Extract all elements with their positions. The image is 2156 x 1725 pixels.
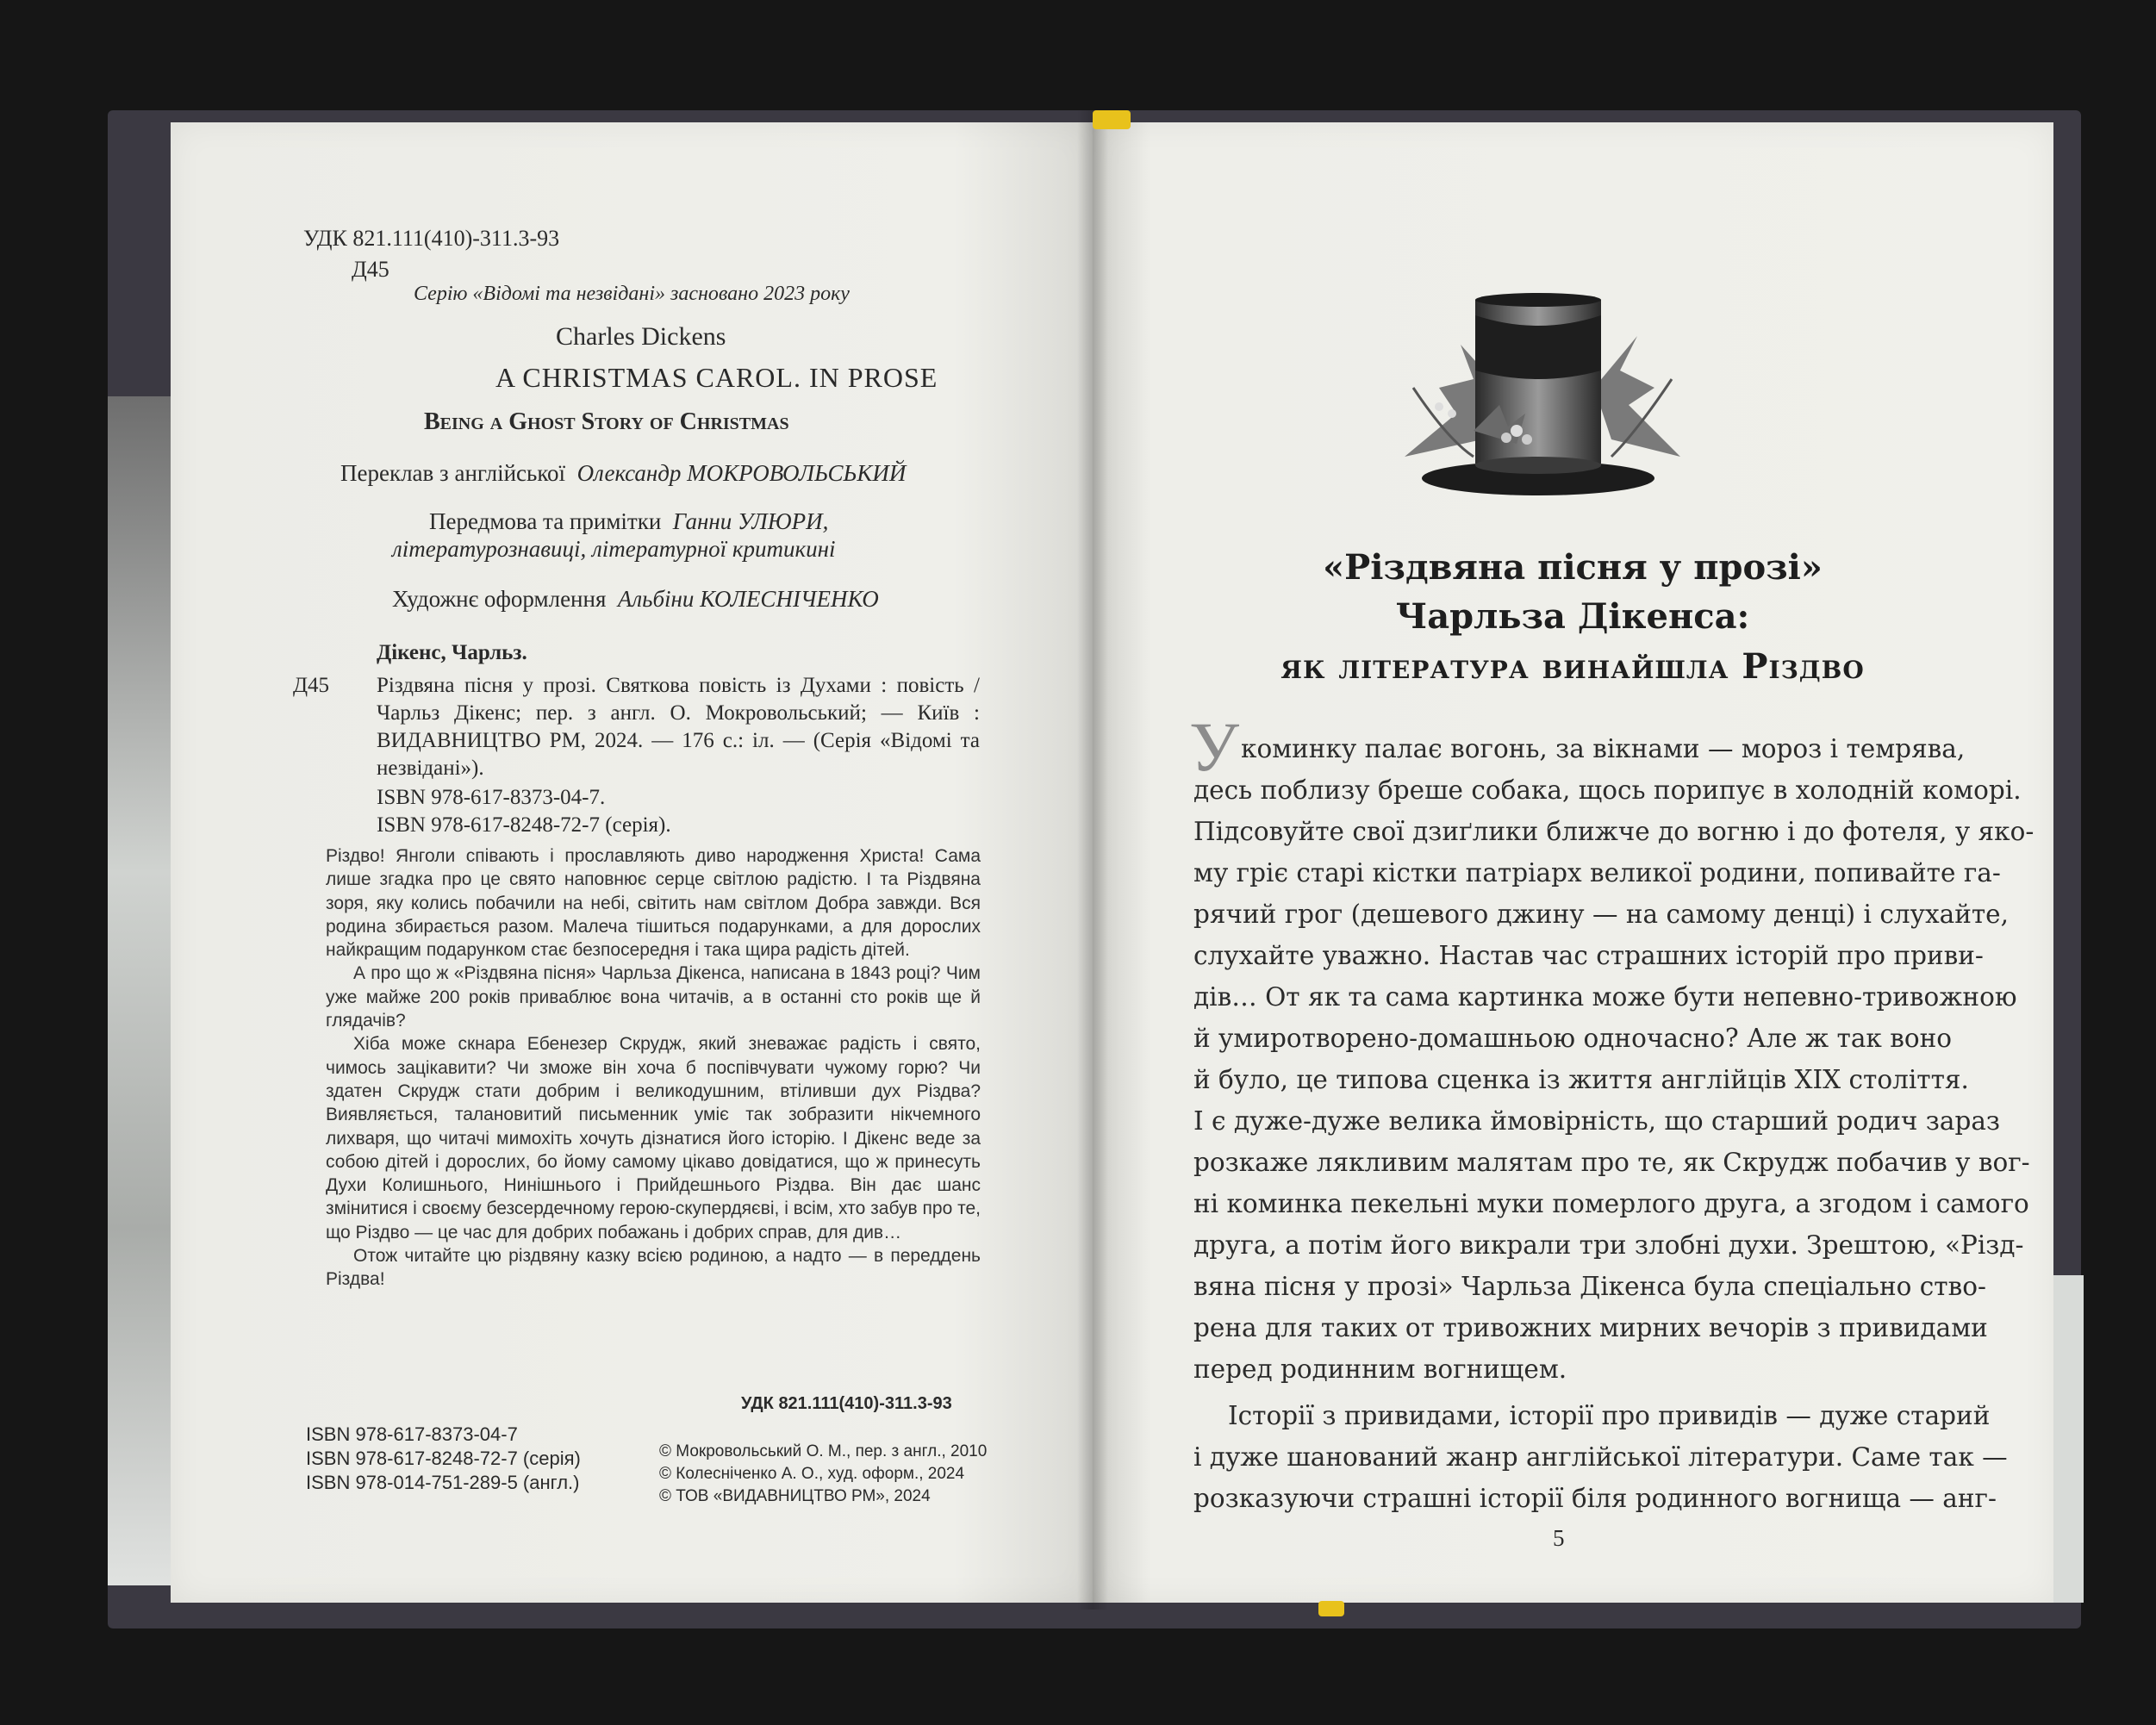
body-line: перед родинним вогнищем.	[1193, 1354, 1567, 1384]
catalog-description: Різдвяна пісня у прозі. Святкова повість із Духами : повість / Чарльз Дікенс; пер. з англ. О. Мокровольський; — Київ : ВИДАВНИЦТВО РМ, 2024. — 176 с.: іл. — (Серія «Відомі та незвідані»).	[377, 674, 980, 780]
body-line: вяна пісня у прозі» Чарльза Дікенса була спеціально ство-	[1193, 1272, 1986, 1301]
isbn-bottom-3: ISBN 978-014-751-289-5 (англ.)	[306, 1472, 580, 1493]
annotation-paragraph: Різдво! Янголи співають і прославляють диво народження Христа! Сама лише згадка про це свято наповнює серце світлою радістю. І та Різдвяна зоря, яку колись побачили на небі, світить нам світлом Добра завжди. Вся родина збирається разом. Малеча тішиться подарунками, а для дорослих найкращим подарунком стає безпосередня і така щира радість дітей.	[326, 846, 981, 961]
cover-art-strip-left	[108, 396, 177, 1585]
designer-name: Альбіни КОЛЕСНІЧЕНКО	[617, 586, 879, 612]
preface-role: літературознавиці, літературної критикині	[392, 536, 836, 562]
body-line: слухайте уважно. Настав час страшних історій про приви-	[1193, 941, 1984, 970]
copyright-3: © ТОВ «ВИДАВНИЦТВО РМ», 2024	[659, 1487, 931, 1505]
title-english: A CHRISTMAS CAROL. IN PROSE	[495, 362, 938, 393]
catalog-author: Дікенс, Чарльз.	[377, 641, 527, 664]
copyright-2: © Колесніченко А. О., худ. оформ., 2024	[659, 1465, 965, 1483]
body-line: коминку палає вогонь, за вікнами — мороз і темрява,	[1241, 734, 1966, 763]
author-sign: Д45	[352, 257, 389, 282]
translation-credit	[340, 460, 906, 487]
design-label: Художнє оформлення	[392, 586, 607, 612]
subtitle-english: Being a Ghost Story of Christmas	[424, 408, 789, 435]
udc-code: УДК 821.111(410)-311.3-93	[303, 226, 560, 251]
body-line: Підсовуйте свої дзиґлики ближче до вогню і до фотеля, у яко-	[1193, 817, 2034, 846]
author-english: Charles Dickens	[556, 322, 726, 351]
chapter-heading-line1: «Різдвяна пісня у прозі»	[1323, 547, 1823, 588]
page-number: 5	[1553, 1525, 1565, 1551]
chapter-heading-line3: як література винайшла Різдво	[1281, 646, 1865, 687]
design-credit	[392, 586, 879, 613]
body-line: десь поблизу бреше собака, щось порипує в холодній коморі.	[1193, 775, 2022, 805]
body-line: розказуючи страшні історії біля родинного вогнища — анг-	[1193, 1484, 1997, 1513]
annotation	[326, 844, 981, 1292]
chapter-heading-line2: Чарльза Дікенса:	[1395, 596, 1750, 637]
body-line: друга, а потім його викрали три злобні духи. Зрештою, «Різд-	[1193, 1230, 2024, 1260]
body-line: рена для таких от тривожних мирних вечорів з привидами	[1193, 1313, 1988, 1342]
top-hat-holly-icon	[1379, 284, 1706, 517]
bookmark-ribbon-top	[1093, 110, 1131, 129]
body-line: рячий грог (дешевого джину — на самому денці) і слухайте,	[1193, 900, 2010, 929]
body-line: й було, це типова сценка із життя англійців XIX століття.	[1193, 1065, 1969, 1094]
catalog-code: Д45	[293, 674, 330, 697]
drop-cap: У	[1189, 707, 1240, 786]
body-line: розкаже лякливим малятам про те, як Скрудж побачив у вог-	[1193, 1148, 2030, 1177]
body-line: дів… От як та сама картинка може бути непевно-тривожною	[1193, 982, 2017, 1012]
translator-name: Олександр МОКРОВОЛЬСЬКИЙ	[576, 460, 907, 486]
annotation-paragraph: Хіба може скнара Ебенезер Скрудж, який зневажає радість і свято, чимось зацікавити? Чи зможе він хоча б поспівчувати чужому горю? Чи здатен Скрудж стати добрим і великодушним, втіливши дух Різдва? Виявляється, талановитий письменник уміє так зобразити нікчемного лихваря, що читачі мимохіть хочуть дізнатися його історію. І Дікенс веде за собою дітей і дорослих, бо йому самому цікаво довідатися, що ж принесуть Духи Колишнього, Нинішнього і Прийдешнього Різдва. Він дає шанс змінитися і своєму безсердечному герою-скупердяєві, і всім, хто забув про те, що Різдво — це час для добрих побажань і добрих справ, для див…	[326, 1034, 981, 1242]
copyright-1: © Мокровольський О. М., пер. з англ., 2010	[659, 1442, 988, 1460]
body-line: Історії з привидами, історії про привидів — дуже старий	[1228, 1401, 1991, 1430]
book-gutter	[1077, 110, 1108, 1610]
preface-author: Ганни УЛЮРИ,	[672, 508, 829, 534]
catalog-isbn-1: ISBN 978-617-8373-04-7.	[377, 786, 606, 809]
body-line: ні коминка пекельні муки померлого друга, а згодом і самого	[1193, 1189, 2029, 1218]
catalog-isbn-2: ISBN 978-617-8248-72-7 (серія).	[377, 813, 671, 837]
body-line: й умиротворено-домашньою одночасно? Але ж так воно	[1193, 1024, 1953, 1053]
isbn-bottom-2: ISBN 978-617-8248-72-7 (серія)	[306, 1448, 581, 1469]
cover-art-strip-right	[2051, 1275, 2084, 1603]
body-line: і дуже шанований жанр англійської літератури. Саме так —	[1193, 1442, 2008, 1472]
udc-code-bottom: УДК 821.111(410)-311.3-93	[741, 1394, 952, 1413]
annotation-paragraph: А про що ж «Різдвяна пісня» Чарльза Дікенса, написана в 1843 році? Чим уже майже 200 років приваблює вона читачів, а в останні сто років ще й глядачів?	[326, 963, 981, 1031]
annotation-paragraph: Отож читайте цю різдвяну казку всією родиною, а надто — в переддень Різдва!	[326, 1246, 981, 1290]
translation-label: Переклав з англійської	[340, 460, 566, 486]
body-line: І є дуже-дуже велика ймовірність, що старший родич зараз	[1193, 1106, 2001, 1136]
preface-label: Передмова та примітки	[429, 508, 662, 534]
isbn-bottom-1: ISBN 978-617-8373-04-7	[306, 1423, 518, 1445]
preface-credit	[429, 508, 828, 535]
series-note: Серію «Відомі та незвідані» засновано 2023 року	[414, 283, 850, 305]
bookmark-ribbon-bottom	[1318, 1601, 1344, 1616]
body-line: му гріє старі кістки патріарх великої родини, попивайте га-	[1193, 858, 2001, 887]
